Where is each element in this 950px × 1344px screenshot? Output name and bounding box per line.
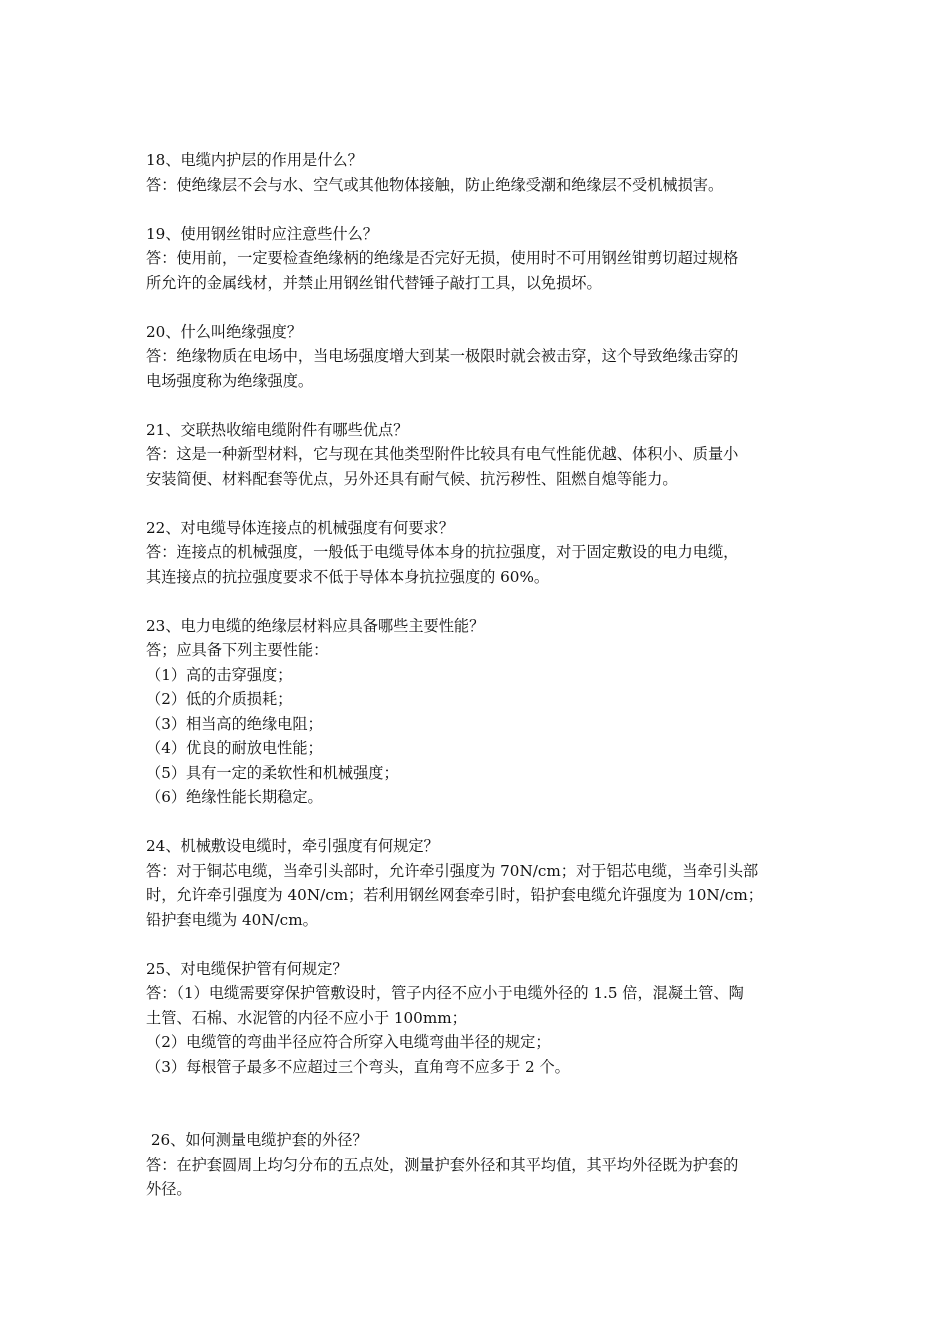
answer-21-line-1: 答：这是一种新型材料，它与现在其他类型附件比较具有电气性能优越、体积小、质量小 [146, 445, 739, 463]
answer-23-line-2: （1）高的击穿强度； [146, 665, 293, 684]
answer-25-line-3: （2）电缆管的弯曲半径应符合所穿入电缆弯曲半径的规定； [146, 1033, 551, 1051]
answer-22-line-2: 其连接点的抗拉强度要求不低于导体本身抗拉强度的 60%。 [146, 567, 550, 586]
question-22: 22、对电缆导体连接点的机械强度有何要求？ [146, 518, 454, 537]
qa-item-22 [146, 516, 816, 590]
answer-23-line-5: （4）优良的耐放电性能； [146, 739, 323, 757]
question-18: 18、电缆内护层的作用是什么？ [146, 151, 363, 169]
answer-19-line-1: 答：使用前，一定要检查绝缘柄的绝缘是否完好无损，使用时不可用钢丝钳剪切超过规格 [146, 249, 739, 267]
spacer [146, 393, 816, 418]
answer-22-line-1: 答：连接点的机械强度，一般低于电缆导体本身的抗拉强度，对于固定敷设的电力电缆， [146, 543, 739, 561]
spacer [146, 197, 816, 222]
answer-25-line-1: 答：（1）电缆需要穿保护管敷设时，管子内径不应小于电缆外径的 1.5 倍，混凝土管、陶 [146, 984, 744, 1002]
spacer [146, 932, 816, 957]
answer-25-line-4: （3）每根管子最多不应超过三个弯头，直角弯不应多于 2 个。 [146, 1057, 570, 1076]
answer-23-line-6: （5）具有一定的柔软性和机械强度； [146, 763, 399, 782]
answer-23-line-7: （6）绝缘性能长期稳定。 [146, 788, 323, 806]
spacer [146, 491, 816, 516]
answer-24-line-3: 铅护套电缆为 40N/cm。 [146, 910, 318, 929]
answer-18-line-1: 答：使绝缘层不会与水、空气或其他物体接触，防止绝缘受潮和绝缘层不受机械损害。 [146, 175, 724, 194]
qa-item-25 [146, 957, 816, 1080]
qa-item-24 [146, 834, 816, 932]
spacer [146, 1079, 816, 1128]
qa-item-23 [146, 614, 816, 810]
question-24: 24、机械敷设电缆时，牵引强度有何规定？ [146, 837, 439, 855]
answer-19-line-2: 所允许的金属线材，并禁止用钢丝钳代替锤子敲打工具，以免损坏。 [146, 273, 602, 292]
answer-23-line-4: （3）相当高的绝缘电阻； [146, 714, 323, 733]
spacer [146, 295, 816, 320]
qa-item-18 [146, 148, 816, 197]
spacer [146, 810, 816, 835]
qa-item-20 [146, 320, 816, 394]
answer-26-line-2: 外径。 [146, 1180, 192, 1198]
qa-item-19 [146, 222, 816, 296]
question-19: 19、使用钢丝钳时应注意些什么？ [146, 224, 378, 243]
answer-21-line-2: 安装简便、材料配套等优点，另外还具有耐气候、抗污秽性、阻燃自熄等能力。 [146, 469, 678, 488]
question-21: 21、交联热收缩电缆附件有哪些优点？ [146, 420, 409, 439]
question-26: 26、如何测量电缆护套的外径？ [146, 1131, 368, 1149]
question-20: 20、什么叫绝缘强度？ [146, 322, 303, 341]
answer-25-line-2: 土管、石棉、水泥管的内径不应小于 100mm； [146, 1008, 467, 1027]
spacer [146, 589, 816, 614]
answer-24-line-1: 答：对于铜芯电缆，当牵引头部时，允许牵引强度为 70N/cm；对于铝芯电缆，当牵引头部 [146, 861, 759, 880]
qa-item-26 [146, 1128, 816, 1202]
answer-23-line-1: 答；应具备下列主要性能： [146, 641, 329, 659]
answer-20-line-1: 答：绝缘物质在电场中，当电场强度增大到某一极限时就会被击穿，这个导致绝缘击穿的 [146, 347, 739, 365]
answer-24-line-2: 时，允许牵引强度为 40N/cm；若利用钢丝网套牵引时，铅护套电缆允许强度为 10N/cm； [146, 886, 763, 904]
question-23: 23、电力电缆的绝缘层材料应具备哪些主要性能？ [146, 616, 485, 635]
answer-26-line-1: 答：在护套圆周上均匀分布的五点处，测量护套外径和其平均值，其平均外径既为护套的 [146, 1155, 739, 1174]
document-body [146, 148, 816, 1202]
question-25: 25、对电缆保护管有何规定？ [146, 959, 348, 978]
answer-20-line-2: 电场强度称为绝缘强度。 [146, 371, 314, 390]
qa-item-21 [146, 418, 816, 492]
answer-23-line-3: （2）低的介质损耗； [146, 690, 293, 708]
